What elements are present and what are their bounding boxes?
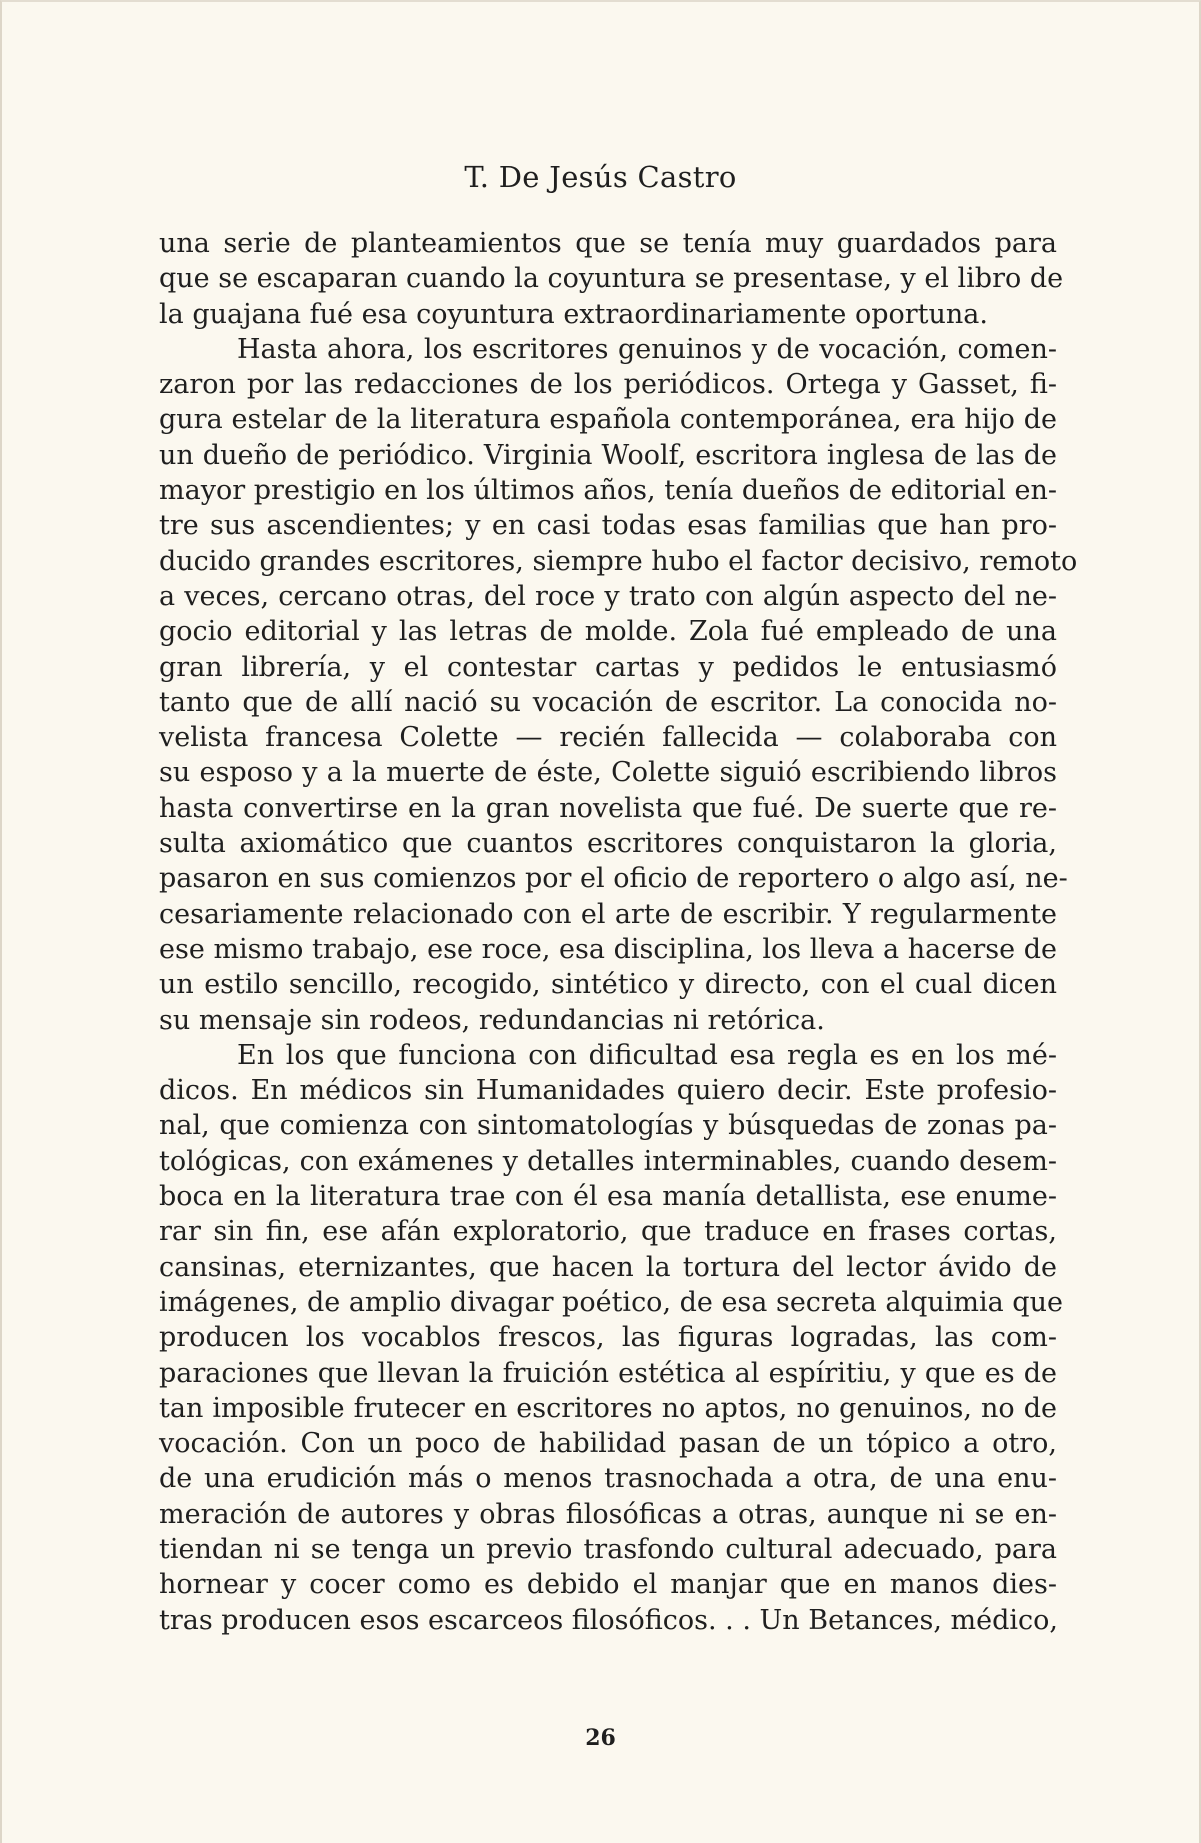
body-text <box>159 226 1078 1638</box>
text-line: un dueño de periódico. Virginia Woolf, escritora inglesa de las de <box>159 439 1057 471</box>
text-line: velista francesa Colette — recién fallecida — colaboraba con <box>159 722 1057 754</box>
text-line: boca en la literatura trae con él esa manía detallista, ese enume- <box>159 1181 1057 1213</box>
text-line: su esposo y a la muerte de éste, Colette siguió escribiendo libros <box>159 757 1057 789</box>
text-line: dicos. En médicos sin Humanidades quiero decir. Este profesio- <box>159 1075 1057 1107</box>
text-line: su mensaje sin rodeos, redundancias ni retórica. <box>159 1004 825 1036</box>
text-line: una serie de planteamientos que se tenía muy guardados para <box>159 228 1057 259</box>
text-line: imágenes, de amplio divagar poético, de esa secreta alquimia que <box>159 1286 1063 1318</box>
text-line: tras producen esos escarceos filosóficos. . . Un Betances, médico, <box>159 1604 1058 1636</box>
text-line: un estilo sencillo, recogido, sintético y directo, con el cual dicen <box>159 969 1057 1001</box>
text-line: tan imposible frutecer en escritores no aptos, no genuinos, no de <box>159 1392 1057 1424</box>
text-line: pasaron en sus comienzos por el oficio de reportero o algo así, ne- <box>159 863 1068 895</box>
text-line: nal, que comienza con sintomatologías y búsquedas de zonas pa- <box>159 1110 1057 1142</box>
text-line: de una erudición más o menos trasnochada a otra, de una enu- <box>159 1463 1057 1495</box>
text-line: rar sin fin, ese afán exploratorio, que traduce en frases cortas, <box>159 1216 1057 1248</box>
text-line: sulta axiomático que cuantos escritores conquistaron la gloria, <box>159 828 1057 860</box>
text-line: zaron por las redacciones de los periódicos. Ortega y Gasset, fi- <box>159 369 1057 401</box>
text-line: hornear y cocer como es debido el manjar que en manos dies- <box>159 1569 1057 1601</box>
text-line: tre sus ascendientes; y en casi todas esas familias que han pro- <box>159 510 1057 542</box>
paragraph-2 <box>159 332 1078 1038</box>
text-line: mayor prestigio en los últimos años, tenía dueños de editorial en- <box>159 475 1057 507</box>
text-line: producen los vocablos frescos, las figuras logradas, las com- <box>159 1322 1057 1354</box>
paragraph-1 <box>159 226 1064 332</box>
text-line: vocación. Con un poco de habilidad pasan de un tópico a otro, <box>159 1428 1057 1460</box>
text-line: gran librería, y el contestar cartas y pedidos le entusiasmó <box>159 651 1057 683</box>
text-line: tiendan ni se tenga un previo trasfondo cultural adecuado, para <box>159 1533 1057 1565</box>
text-line: cansinas, eternizantes, que hacen la tortura del lector ávido de <box>159 1251 1057 1283</box>
text-line: gura estelar de la literatura española contemporánea, era hijo de <box>159 404 1057 436</box>
paragraph-3 <box>159 1038 1063 1638</box>
text-line: paraciones que llevan la fruición estética al espíritiu, y que es de <box>159 1357 1057 1389</box>
text-line: Hasta ahora, los escritores genuinos y de vocación, comen- <box>237 333 1057 365</box>
text-line: hasta convertirse en la gran novelista que fué. De suerte que re- <box>159 792 1057 824</box>
text-line: a veces, cercano otras, del roce y trato con algún aspecto del ne- <box>159 580 1057 612</box>
text-line: ese mismo trabajo, ese roce, esa disciplina, los lleva a hacerse de <box>159 933 1057 965</box>
text-line: cesariamente relacionado con el arte de escribir. Y regularmente <box>159 898 1057 930</box>
text-line: que se escaparan cuando la coyuntura se presentase, y el libro de <box>159 263 1064 295</box>
text-line: ducido grandes escritores, siempre hubo el factor decisivo, remoto <box>159 545 1078 577</box>
text-line: gocio editorial y las letras de molde. Zola fué empleado de una <box>159 616 1057 648</box>
text-line: meración de autores y obras filosóficas a otras, aunque ni se en- <box>159 1498 1057 1530</box>
text-line: En los que funciona con dificultad esa regla es en los mé- <box>237 1039 1057 1071</box>
text-line: tológicas, con exámenes y detalles interminables, cuando desem- <box>159 1145 1057 1177</box>
text-line: tanto que de allí nació su vocación de escritor. La conocida no- <box>159 686 1057 718</box>
running-head: T. De Jesús Castro <box>464 160 737 194</box>
page-number: 26 <box>585 1725 616 1751</box>
text-line: la guajana fué esa coyuntura extraordinariamente oportuna. <box>159 298 988 330</box>
